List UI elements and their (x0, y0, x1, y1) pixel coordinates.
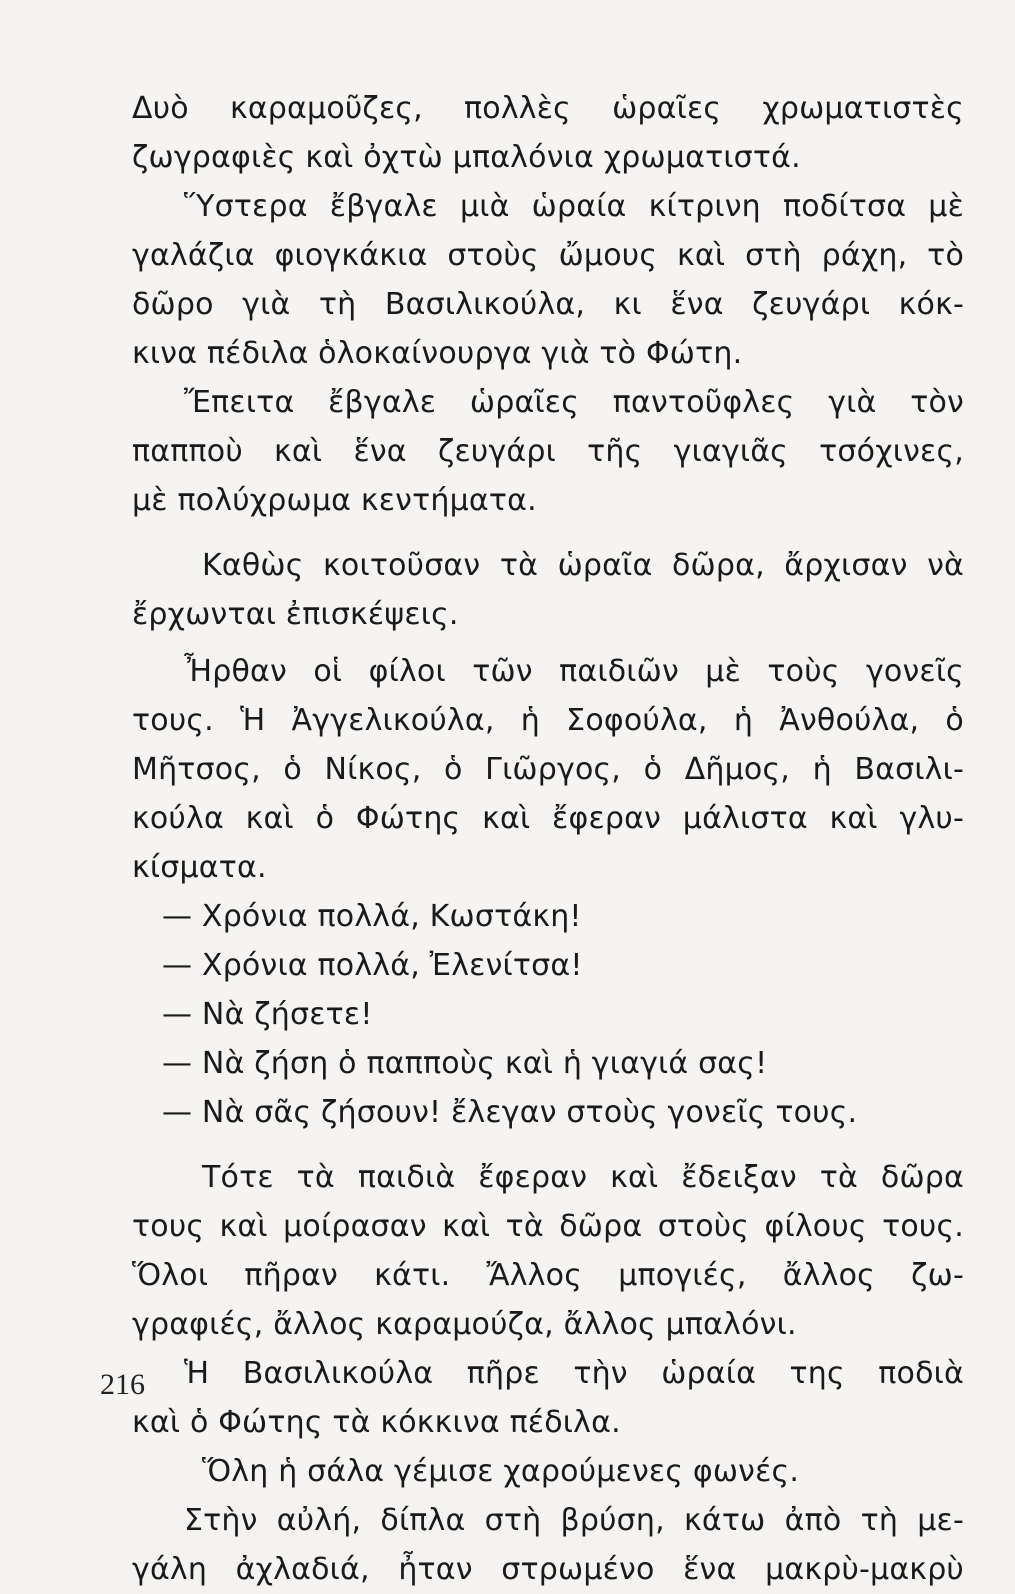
text-line: κίσματα. (132, 850, 267, 885)
text-line: Στὴν αὐλή, δίπλα στὴ βρύση, κάτω ἀπὸ τὴ με- (184, 1503, 964, 1538)
dialogue-line: — Νὰ σᾶς ζήσουν! ἔλεγαν στοὺς γονεῖς τους. (162, 1095, 858, 1130)
dialogue-line: — Χρόνια πολλά, Κωστάκη! (162, 899, 582, 934)
text-line: ζωγραφιὲς καὶ ὀχτὼ μπαλόνια χρωματιστά. (132, 140, 801, 175)
text-line: Τότε τὰ παιδιὰ ἔφεραν καὶ ἔδειξαν τὰ δῶρα (202, 1160, 964, 1195)
text-line: Μῆτσος, ὁ Νίκος, ὁ Γιῶργος, ὁ Δῆμος, ἡ Βασιλι- (132, 752, 964, 787)
text-line: Ὅλοι πῆραν κάτι. Ἄλλος μπογιές, ἄλλος ζω- (132, 1258, 964, 1293)
text-line: γραφιές, ἄλλος καραμούζα, ἄλλος μπαλόνι. (132, 1307, 797, 1342)
dialogue-line: — Νὰ ζήσετε! (162, 997, 373, 1032)
text-line: Ἦρθαν οἱ φίλοι τῶν παιδιῶν μὲ τοὺς γονεῖς (184, 654, 964, 689)
text-line: γαλάζια φιογκάκια στοὺς ὤμους καὶ στὴ ράχη, τὸ (132, 238, 964, 273)
text-line: δῶρο γιὰ τὴ Βασιλικούλα, κι ἕνα ζευγάρι κόκ- (132, 287, 964, 322)
text-line: τους καὶ μοίρασαν καὶ τὰ δῶρα στοὺς φίλους τους. (132, 1209, 964, 1244)
text-line: παπποὺ καὶ ἕνα ζευγάρι τῆς γιαγιᾶς τσόχινες, (132, 434, 964, 469)
text-line: Ἡ Βασιλικούλα πῆρε τὴν ὡραία της ποδιὰ (184, 1356, 964, 1391)
text-line: ἔρχωνται ἐπισκέψεις. (132, 597, 459, 632)
text-line: Ἔπειτα ἔβγαλε ὡραῖες παντοῦφλες γιὰ τὸν (184, 385, 964, 420)
text-line: κούλα καὶ ὁ Φώτης καὶ ἔφεραν μάλιστα καὶ γλυ- (132, 801, 964, 836)
body-text (132, 84, 964, 1594)
text-line: καὶ ὁ Φώτης τὰ κόκκινα πέδιλα. (132, 1405, 621, 1440)
text-line: τους. Ἡ Ἀγγελικούλα, ἡ Σοφούλα, ἡ Ἀνθούλα, ὁ (132, 703, 964, 738)
dialogue-line: — Νὰ ζήση ὁ παπποὺς καὶ ἡ γιαγιά σας! (162, 1046, 768, 1081)
page-number: 216 (100, 1368, 145, 1401)
text-line: κινα πέδιλα ὁλοκαίνουργα γιὰ τὸ Φώτη. (132, 336, 743, 371)
text-line: μὲ πολύχρωμα κεντήματα. (132, 483, 537, 518)
dialogue-line: — Χρόνια πολλά, Ἐλενίτσα! (162, 948, 583, 983)
text-line: γάλη ἀχλαδιά, ἦταν στρωμένο ἕνα μακρὺ-μακρὺ (132, 1552, 964, 1587)
text-line: Ὅλη ἡ σάλα γέμισε χαρούμενες φωνές. (202, 1454, 800, 1489)
text-line: Ὕστερα ἔβγαλε μιὰ ὡραία κίτρινη ποδίτσα μὲ (184, 189, 964, 224)
text-line: Καθὼς κοιτοῦσαν τὰ ὡραῖα δῶρα, ἄρχισαν νὰ (202, 548, 964, 583)
text-line: Δυὸ καραμοῦζες, πολλὲς ὡραῖες χρωματιστὲς (132, 91, 964, 126)
